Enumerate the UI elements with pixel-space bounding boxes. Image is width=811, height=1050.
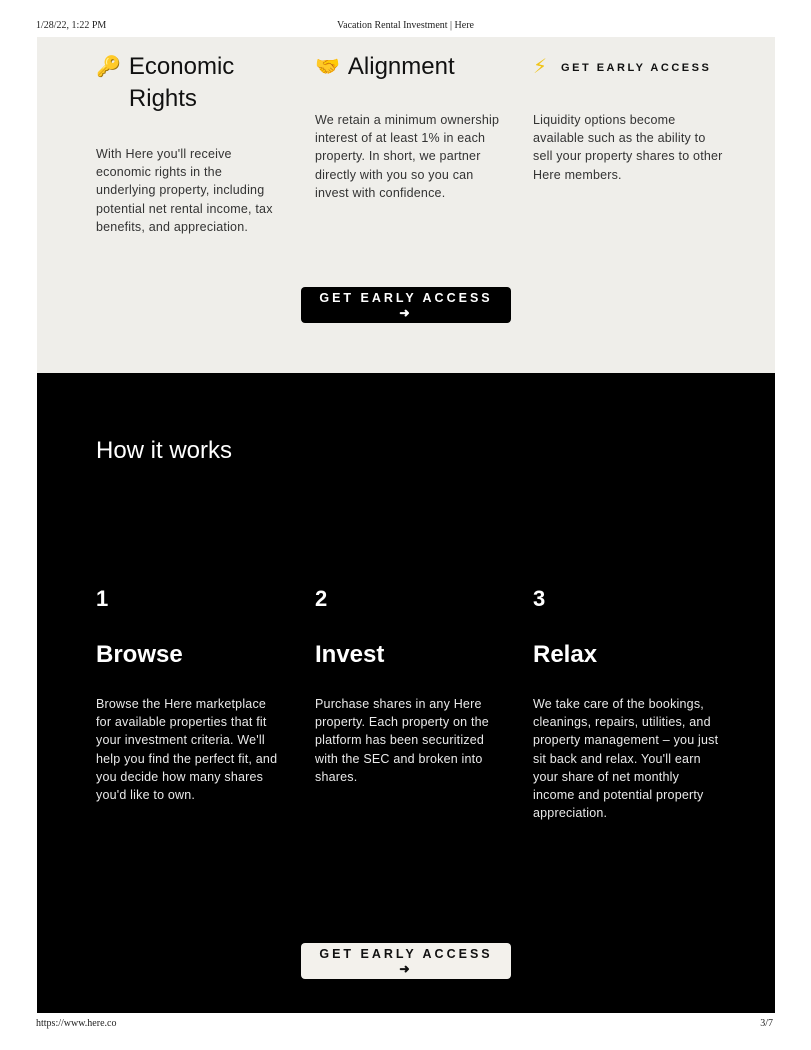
step-description: Purchase shares in any Here property. Each property on the platform has been securitized with the SEC and broken into shares. (315, 697, 489, 784)
step-number: 2 (315, 586, 328, 611)
step-description: Browse the Here marketplace for available properties that fit your investment criteria. We'll help you find the perfect fit, and you decide how many shares you'd like to own. (96, 697, 278, 803)
handshake-icon: 🤝 (315, 56, 340, 78)
print-title: Vacation Rental Investment | Here (337, 20, 474, 31)
feature-description: With Here you'll receive economic rights in the underlying property, including potential net rental income, tax benefits, and appreciation. (96, 147, 273, 234)
step-relax (533, 585, 719, 822)
feature-title: Economic Rights (128, 53, 235, 112)
step-browse (96, 585, 278, 804)
get-early-access-button-light[interactable]: GET EARLY ACCESS ➜ (301, 943, 511, 979)
step-invest (315, 585, 497, 786)
get-early-access-label[interactable]: GET EARLY ACCESS (561, 62, 712, 74)
feature-title: Alignment (347, 53, 455, 80)
lightning-icon: ⚡ (533, 56, 548, 78)
step-number: 3 (533, 586, 546, 611)
step-title: Invest (315, 641, 385, 668)
step-title: Browse (96, 641, 183, 668)
step-title: Relax (533, 641, 598, 668)
feature-description: Liquidity options become available such as the ability to sell your property shares to other Here members. (533, 113, 723, 182)
step-description: We take care of the bookings, cleanings, repairs, utilities, and property management – you just sit back and relax. You'll earn your share of net monthly income and potential property appreciation. (533, 697, 719, 821)
feature-economic-rights (96, 51, 281, 236)
key-icon: 🔑 (96, 56, 121, 78)
step-number: 1 (96, 586, 109, 611)
section-title: How it works (96, 437, 233, 464)
feature-liquidity (533, 51, 723, 184)
how-it-works-section (37, 373, 775, 1013)
print-page-number: 3/7 (760, 1018, 773, 1029)
print-url: https://www.here.co (36, 1018, 117, 1029)
print-date: 1/28/22, 1:22 PM (36, 20, 107, 31)
feature-alignment (315, 51, 500, 202)
feature-description: We retain a minimum ownership interest of at least 1% in each property. In short, we partner directly with you so you can invest with confidence. (315, 113, 500, 200)
get-early-access-button[interactable]: GET EARLY ACCESS ➜ (301, 287, 511, 323)
